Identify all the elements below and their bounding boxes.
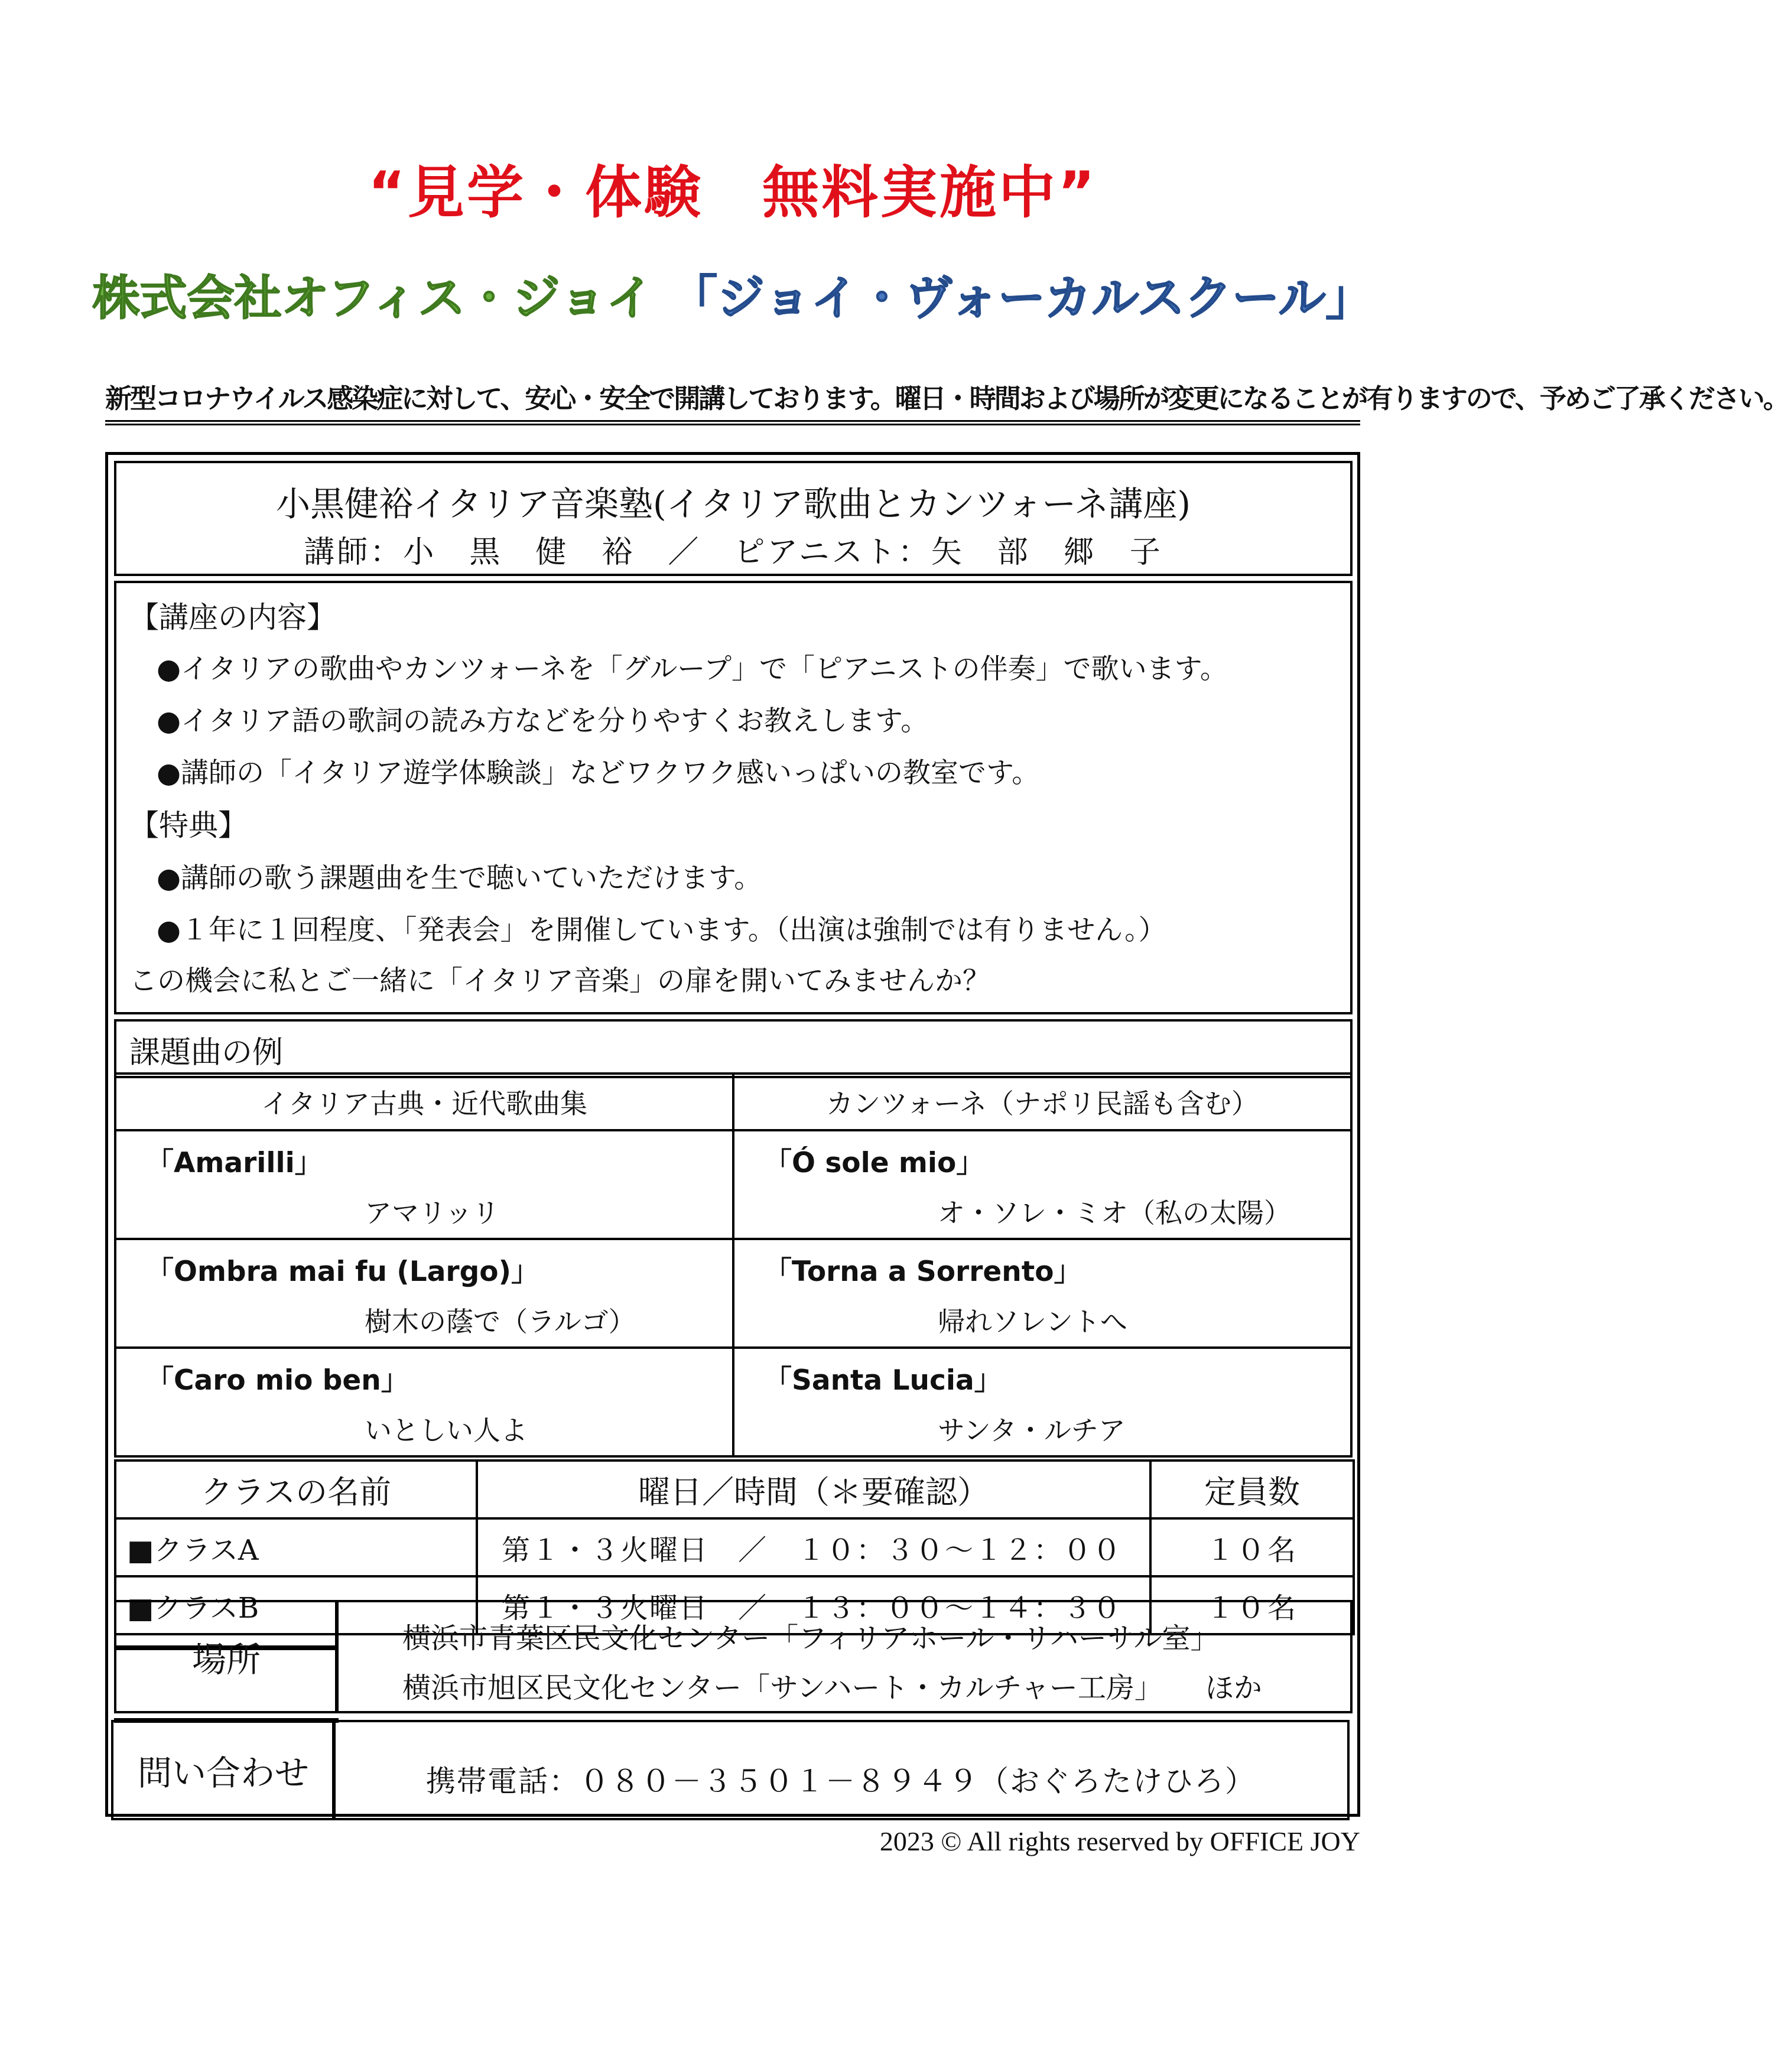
song-cell bbox=[733, 1130, 1351, 1239]
songs-table bbox=[114, 1072, 1353, 1458]
content-item: ●イタリア語の歌詞の読み方などを分りやすくお教えします。 bbox=[157, 705, 929, 737]
benefits-heading: 【特典】 bbox=[129, 808, 248, 843]
song-original-title: 「Caro mio ben」 bbox=[146, 1364, 409, 1397]
notice-text: 新型コロナウイルス感染症に対して、安心・安全で開講しております。曜日・時間および場所が変更になることが有りますので、予めご了承ください。 bbox=[105, 377, 1360, 425]
classes-header-name: クラスの名前 bbox=[115, 1461, 477, 1518]
song-japanese-title: サンタ・ルチア bbox=[938, 1414, 1126, 1446]
headline: “見学・体験 無料実施中” bbox=[368, 160, 1098, 226]
company-name: 株式会社オフィス・ジョイ bbox=[92, 271, 654, 326]
class-name: ■クラスA bbox=[115, 1518, 477, 1576]
song-japanese-title: オ・ソレ・ミオ（私の太陽） bbox=[938, 1197, 1291, 1229]
venue-line: 横浜市旭区民文化センター「サンハート・カルチャー工房」 ほか bbox=[402, 1671, 1262, 1705]
benefit-item: ●講師の歌う課題曲を生で聴いていただけます。 bbox=[157, 862, 762, 894]
contact-label bbox=[111, 1720, 336, 1820]
company-line bbox=[0, 260, 1465, 328]
venue-box bbox=[335, 1600, 1353, 1713]
contact-box bbox=[332, 1720, 1350, 1820]
content-item: ●イタリアの歌曲やカンツォーネを「グループ」で「ピアニストの伴奏」で歌います。 bbox=[157, 653, 1228, 685]
songs-col-header-canzone: カンツォーネ（ナポリ民謡も含む） bbox=[733, 1074, 1351, 1130]
classes-header-capacity: 定員数 bbox=[1150, 1461, 1354, 1518]
course-title: 小黒健裕イタリア音楽塾(イタリア歌曲とカンツォーネ講座) bbox=[275, 484, 1191, 524]
contact-label-text: 問い合わせ bbox=[137, 1753, 309, 1793]
song-cell bbox=[733, 1239, 1351, 1348]
song-japanese-title: 帰れソレントへ bbox=[938, 1306, 1127, 1338]
course-title-box bbox=[114, 461, 1353, 576]
course-content-box bbox=[114, 581, 1353, 1014]
song-original-title: 「Ó sole mio」 bbox=[764, 1147, 984, 1179]
benefit-item: ●１年に１回程度、「発表会」を開催しています。（出演は強制では有りません。） bbox=[157, 914, 1166, 946]
class-capacity: １０名 bbox=[1150, 1518, 1354, 1576]
course-instructors: 講師：小 黒 健 裕 ／ ピアニスト：矢 部 郷 子 bbox=[304, 535, 1163, 570]
class-name: ■クラスB bbox=[115, 1576, 477, 1634]
school-name: 「ジョイ・ヴォーカルスクール」 bbox=[669, 271, 1373, 326]
class-schedule: 第１・３火曜日 ／ １３：００〜１４：３０ bbox=[477, 1576, 1150, 1634]
songs-label-box bbox=[114, 1019, 1353, 1078]
closing-text: この機会に私とご一緒に「イタリア音楽」の扉を開いてみませんか？ bbox=[129, 965, 990, 997]
song-original-title: 「Torna a Sorrento」 bbox=[764, 1255, 1082, 1288]
song-japanese-title: いとしい人よ bbox=[365, 1414, 528, 1446]
song-original-title: 「Ombra mai fu (Largo)」 bbox=[146, 1255, 539, 1288]
song-cell bbox=[115, 1239, 733, 1348]
copyright: 2023 © All rights reserved by OFFICE JOY bbox=[879, 1826, 1360, 1856]
venue-label: 場所 bbox=[191, 1640, 261, 1680]
song-japanese-title: 樹木の蔭で（ラルゴ） bbox=[365, 1306, 636, 1338]
class-capacity: １０名 bbox=[1150, 1576, 1354, 1634]
song-cell bbox=[115, 1348, 733, 1456]
song-cell bbox=[115, 1130, 733, 1239]
song-original-title: 「Santa Lucia」 bbox=[764, 1364, 1002, 1397]
venue-line: 横浜市青葉区民文化センター「フィリアホール・リハーサル室」 bbox=[402, 1622, 1219, 1655]
flyer-frame bbox=[105, 452, 1360, 1817]
contact-phone: 携帯電話：０８０－３５０１－８９４９（おぐろたけひろ） bbox=[426, 1764, 1256, 1798]
class-schedule: 第１・３火曜日 ／ １０：３０〜１２：００ bbox=[477, 1518, 1150, 1576]
song-cell bbox=[733, 1348, 1351, 1456]
content-heading: 【講座の内容】 bbox=[129, 600, 336, 635]
song-japanese-title: アマリッリ bbox=[365, 1197, 500, 1229]
songs-label: 課題曲の例 bbox=[129, 1035, 284, 1071]
songs-col-header-classical: イタリア古典・近代歌曲集 bbox=[115, 1074, 733, 1130]
venue-label-box bbox=[114, 1600, 339, 1713]
classes-header-schedule: 曜日／時間（＊要確認） bbox=[477, 1461, 1150, 1518]
song-original-title: 「Amarilli」 bbox=[146, 1147, 323, 1179]
content-item: ●講師の「イタリア遊学体験談」などワクワク感いっぱいの教室です。 bbox=[157, 757, 1040, 789]
